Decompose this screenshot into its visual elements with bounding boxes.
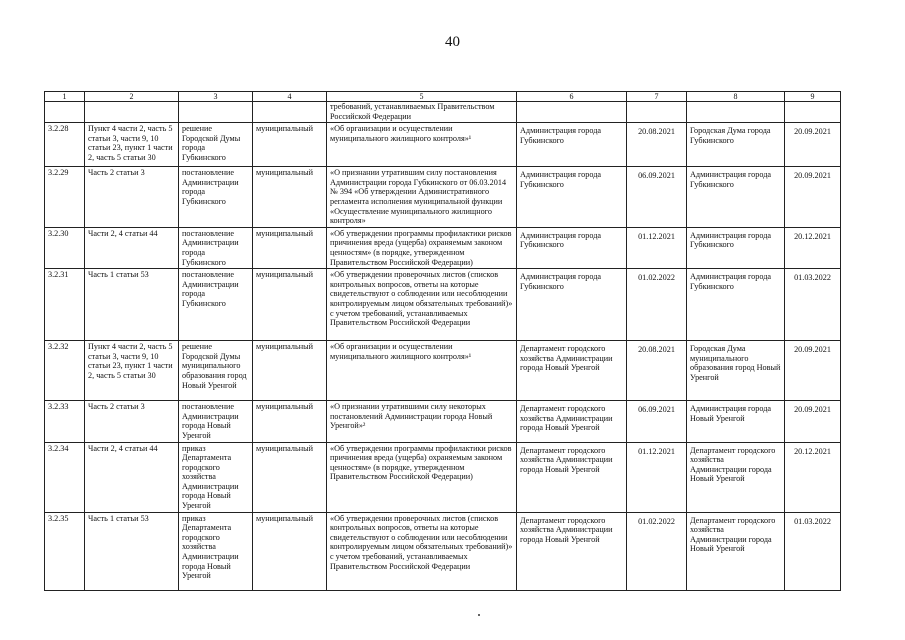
adoption-date-text: 20.12.2021 (794, 446, 831, 456)
act-type: постановление Администрации города Губкинского (179, 269, 253, 341)
responsible-body (517, 442, 627, 512)
draft-date (627, 512, 687, 590)
responsible-body-text: Администрация города Губкинского (520, 126, 602, 145)
column-header-3: 3 (179, 92, 253, 102)
law-article: Часть 2 статьи 3 (85, 401, 179, 442)
draft-date-text: 01.12.2021 (638, 231, 675, 241)
table-row (45, 167, 841, 228)
cell-empty (785, 102, 841, 123)
table-row (45, 227, 841, 268)
adoption-date-text: 20.12.2021 (794, 231, 831, 241)
adoption-date (785, 227, 841, 268)
draft-date (627, 269, 687, 341)
header-row (45, 92, 841, 102)
law-article: Части 2, 4 статьи 44 (85, 227, 179, 268)
column-header-8: 8 (687, 92, 785, 102)
draft-date-text: 01.12.2021 (638, 446, 675, 456)
act-level: муниципальный (253, 401, 327, 442)
adoption-date (785, 512, 841, 590)
act-level: муниципальный (253, 123, 327, 167)
act-type: решение Городской Думы города Губкинского (179, 123, 253, 167)
page-number: 40 (445, 34, 460, 50)
act-level: муниципальный (253, 227, 327, 268)
law-article: Часть 2 статьи 3 (85, 167, 179, 228)
adoption-date-text: 01.03.2022 (794, 273, 831, 283)
adoption-date (785, 167, 841, 228)
act-title: «Об утверждении программы профилактики рисков причинения вреда (ущерба) охраняемым законом ценностям» (в порядке, утвержденном Правительством Российской Федерации) (327, 442, 517, 512)
act-title: «Об организации и осуществлении муниципального жилищного контроля»¹ (327, 341, 517, 401)
adopting-body-text: Администрация города Губкинского (690, 230, 772, 250)
table-row (45, 442, 841, 512)
act-level: муниципальный (253, 167, 327, 228)
adopting-body-text: Городская Дума города Губкинского (690, 126, 771, 145)
adopting-body (687, 167, 785, 228)
law-article: Часть 1 статьи 53 (85, 512, 179, 590)
act-type: приказ Департамента городского хозяйства Администрации города Новый Уренгой (179, 512, 253, 590)
cell-empty (627, 102, 687, 123)
adoption-date (785, 123, 841, 167)
draft-date-text: 20.08.2021 (638, 345, 675, 355)
column-header-2: 2 (85, 92, 179, 102)
cell-empty (85, 102, 179, 123)
continuation-row (45, 102, 841, 123)
adopting-body (687, 227, 785, 268)
responsible-body-text: Администрация города Губкинского (520, 230, 602, 250)
act-title: «Об утверждении программы профилактики рисков причинения вреда (ущерба) охраняемым законом ценностям» (в порядке, утвержденном Правительством Российской Федерации) (327, 227, 517, 268)
adopting-body (687, 401, 785, 442)
continuation-act-title: требований, устанавливаемых Правительством Российской Федерации (327, 102, 517, 123)
adopting-body (687, 341, 785, 401)
adopting-body-text: Администрация города Губкинского (690, 272, 772, 291)
draft-date (627, 341, 687, 401)
row-number: 3.2.32 (45, 341, 85, 401)
adopting-body-text: Администрация города Губкинского (690, 170, 772, 189)
cell-empty (253, 102, 327, 123)
responsible-body (517, 512, 627, 590)
responsible-body (517, 123, 627, 167)
adoption-date-text: 20.09.2021 (794, 127, 831, 137)
act-title: «Об утверждении проверочных листов (списков контрольных вопросов, ответы на которые свидетельствуют о соблюдении или несоблюдении контролируемым лицом обязательных требований)» с учетом требований, устанавливаемых Правительством Российской Федерации (327, 512, 517, 590)
adoption-date-text: 01.03.2022 (794, 516, 831, 526)
law-article: Пункт 4 части 2, часть 5 статьи 3, части 9, 10 статьи 23, пункт 1 части 2, часть 5 статьи 30 (85, 341, 179, 401)
table-row (45, 401, 841, 442)
adopting-body (687, 269, 785, 341)
row-number: 3.2.28 (45, 123, 85, 167)
act-type: постановление Администрации города Губкинского (179, 167, 253, 228)
responsible-body-text: Администрация города Губкинского (520, 272, 602, 291)
row-number: 3.2.33 (45, 401, 85, 442)
cell-empty (45, 102, 85, 123)
table-row (45, 341, 841, 401)
adoption-date-text: 20.09.2021 (794, 405, 831, 415)
column-header-4: 4 (253, 92, 327, 102)
act-type: решение Городской Думы муниципального образования город Новый Уренгой (179, 341, 253, 401)
adopting-body (687, 123, 785, 167)
adopting-body-text: Департамент городского хозяйства Администрации города Новый Уренгой (690, 515, 776, 554)
adopting-body-text: Городская Дума муниципального образования город Новый Уренгой (690, 344, 781, 382)
adopting-body-text: Департамент городского хозяйства Администрации города Новый Уренгой (690, 445, 776, 484)
act-title: «О признании утратившим силу постановления Администрации города Губкинского от 06.03.2014 № 394 «Об утверждении Административного регламента исполнения муниципальной функции «Осуществление муниципального жилищного контроля» (327, 167, 517, 228)
adoption-date (785, 341, 841, 401)
row-number: 3.2.29 (45, 167, 85, 228)
adoption-date (785, 269, 841, 341)
act-type: приказ Департамента городского хозяйства Администрации города Новый Уренгой (179, 442, 253, 512)
column-header-7: 7 (627, 92, 687, 102)
responsible-body (517, 401, 627, 442)
adoption-date-text: 20.09.2021 (794, 171, 831, 181)
adoption-date (785, 401, 841, 442)
column-header-5: 5 (327, 92, 517, 102)
row-number: 3.2.35 (45, 512, 85, 590)
responsible-body-text: Департамент городского хозяйства Администрации города Новый Уренгой (520, 344, 613, 373)
legal-acts-table (44, 91, 841, 591)
adoption-date-text: 20.09.2021 (794, 345, 831, 355)
row-number: 3.2.34 (45, 442, 85, 512)
act-type: постановление Администрации города Новый Уренгой (179, 401, 253, 442)
cell-empty (517, 102, 627, 123)
act-title: «Об утверждении проверочных листов (списков контрольных вопросов, ответы на которые свидетельствуют о соблюдении или несоблюдении контролируемым лицом обязательных требований)» с учетом требований, устанавливаемых Правительством Российской Федерации (327, 269, 517, 341)
column-header-9: 9 (785, 92, 841, 102)
draft-date (627, 227, 687, 268)
table-row (45, 269, 841, 341)
law-article: Часть 1 статьи 53 (85, 269, 179, 341)
law-article: Части 2, 4 статьи 44 (85, 442, 179, 512)
draft-date (627, 123, 687, 167)
draft-date-text: 06.09.2021 (638, 171, 675, 181)
draft-date-text: 01.02.2022 (638, 273, 675, 283)
adopting-body (687, 442, 785, 512)
responsible-body-text: Администрация города Губкинского (520, 170, 602, 189)
draft-date (627, 401, 687, 442)
responsible-body (517, 269, 627, 341)
act-level: муниципальный (253, 442, 327, 512)
act-title: «Об организации и осуществлении муниципального жилищного контроля»¹ (327, 123, 517, 167)
adopting-body-text: Администрация города Новый Уренгой (690, 404, 772, 423)
adoption-date (785, 442, 841, 512)
responsible-body-text: Департамент городского хозяйства Администрации города Новый Уренгой (520, 515, 613, 544)
act-title: «О признании утратившими силу некоторых постановлений Администрации города Новый Уренгой»² (327, 401, 517, 442)
adopting-body (687, 512, 785, 590)
scan-dot (478, 614, 480, 616)
act-type: постановление Администрации города Губкинского (179, 227, 253, 268)
law-article: Пункт 4 части 2, часть 5 статьи 3, части 9, 10 статьи 23, пункт 1 части 2, часть 5 статьи 30 (85, 123, 179, 167)
responsible-body (517, 341, 627, 401)
table-row (45, 512, 841, 590)
responsible-body (517, 227, 627, 268)
act-level: муниципальный (253, 341, 327, 401)
draft-date-text: 20.08.2021 (638, 127, 675, 137)
responsible-body (517, 167, 627, 228)
act-level: муниципальный (253, 512, 327, 590)
responsible-body-text: Департамент городского хозяйства Администрации города Новый Уренгой (520, 445, 613, 474)
row-number: 3.2.31 (45, 269, 85, 341)
draft-date-text: 01.02.2022 (638, 516, 675, 526)
cell-empty (687, 102, 785, 123)
draft-date (627, 442, 687, 512)
act-level: муниципальный (253, 269, 327, 341)
table-row (45, 123, 841, 167)
cell-empty (179, 102, 253, 123)
row-number: 3.2.30 (45, 227, 85, 268)
draft-date-text: 06.09.2021 (638, 405, 675, 415)
column-header-1: 1 (45, 92, 85, 102)
responsible-body-text: Департамент городского хозяйства Администрации города Новый Уренгой (520, 404, 613, 433)
column-header-6: 6 (517, 92, 627, 102)
draft-date (627, 167, 687, 228)
